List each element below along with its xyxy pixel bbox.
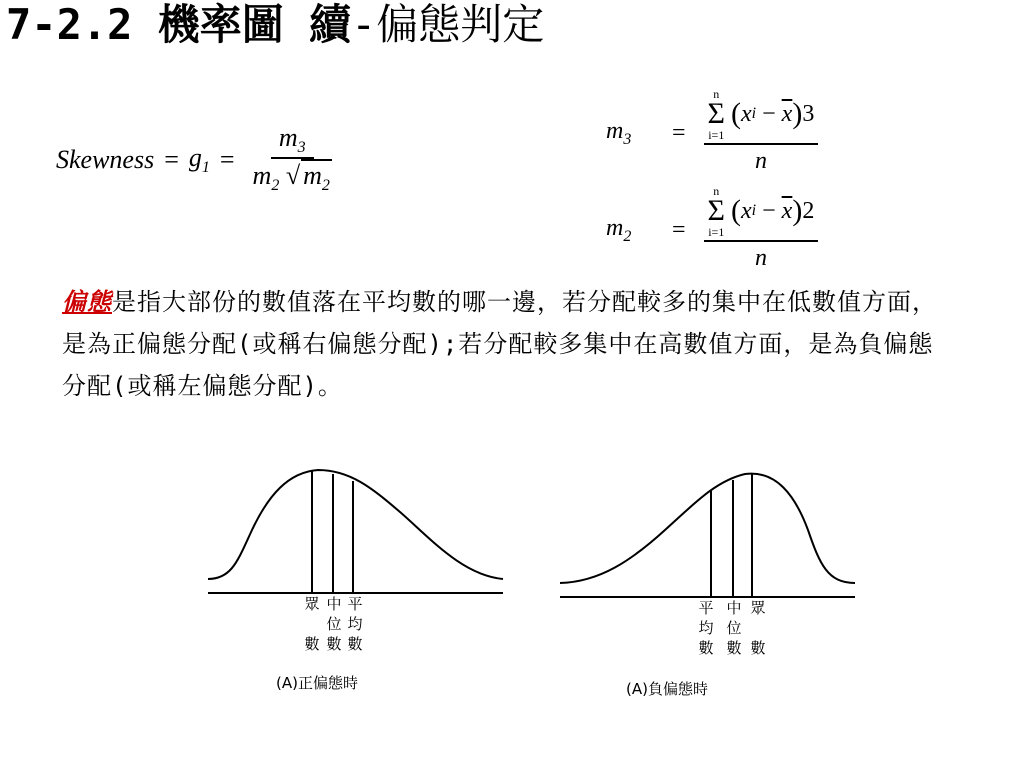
median-label: 中 位 數 xyxy=(326,595,342,653)
power: 2 xyxy=(802,197,815,224)
sigma-icon: n Σ i=1 xyxy=(707,184,726,239)
equals-sign: = xyxy=(672,119,686,146)
title-sub: -偏態判定 xyxy=(351,0,545,49)
moment-3-numerator: n Σ i=1 ( x i − $\overline{x}$ ) 3 xyxy=(704,88,819,145)
moment-2-denominator: n xyxy=(754,244,767,271)
definition-text: 是指大部份的數值落在平均數的哪一邊，若分配較多的集中在低數值方面，是為正偏態分配(或稱右偏態分配);若分配較多集中在高數值方面，是為負偏態分配(或稱左偏態分配)。 xyxy=(62,288,937,400)
mean-label: 平 均 數 xyxy=(698,599,714,657)
equals-sign: = xyxy=(672,216,686,243)
positive-skew-curve xyxy=(208,470,503,579)
fraction-denominator: $m_2$ √ $m_2$ xyxy=(252,160,330,194)
skewness-label: Skewness xyxy=(56,145,155,175)
equals-sign: = xyxy=(164,145,179,175)
moment-3-lhs: $m_3$ xyxy=(606,117,632,148)
mode-label: 眾 數 xyxy=(750,599,766,657)
power: 3 xyxy=(802,100,815,127)
skewness-term: 偏態 xyxy=(62,288,112,316)
fraction-numerator: $m_3$ xyxy=(271,124,314,159)
equals-sign-2: = xyxy=(219,145,235,175)
negative-skew-curve xyxy=(560,474,855,583)
negative-skew-diagram xyxy=(560,474,855,597)
moment-2-numerator: n Σ i=1 ( x i − $\overline{x}$ ) 2 xyxy=(704,185,819,242)
negative-skew-caption: (A)負偏態時 xyxy=(626,680,708,698)
median-label: 中 位 數 xyxy=(726,599,742,657)
mean-label: 平 均 數 xyxy=(347,595,363,653)
g-symbol: $g_1$ xyxy=(188,143,210,177)
sqrt-icon: √ xyxy=(285,160,301,190)
positive-skew-caption: (A)正偏態時 xyxy=(276,674,358,692)
moment-3-denominator: n xyxy=(754,147,767,174)
positive-skew-diagram xyxy=(208,470,503,593)
sigma-icon: n Σ i=1 xyxy=(707,87,726,142)
mode-label: 眾 數 xyxy=(304,595,320,653)
moment-2-lhs: $m_2$ xyxy=(606,214,632,245)
title-main: 7-2.2 機率圖 續 xyxy=(6,0,352,49)
